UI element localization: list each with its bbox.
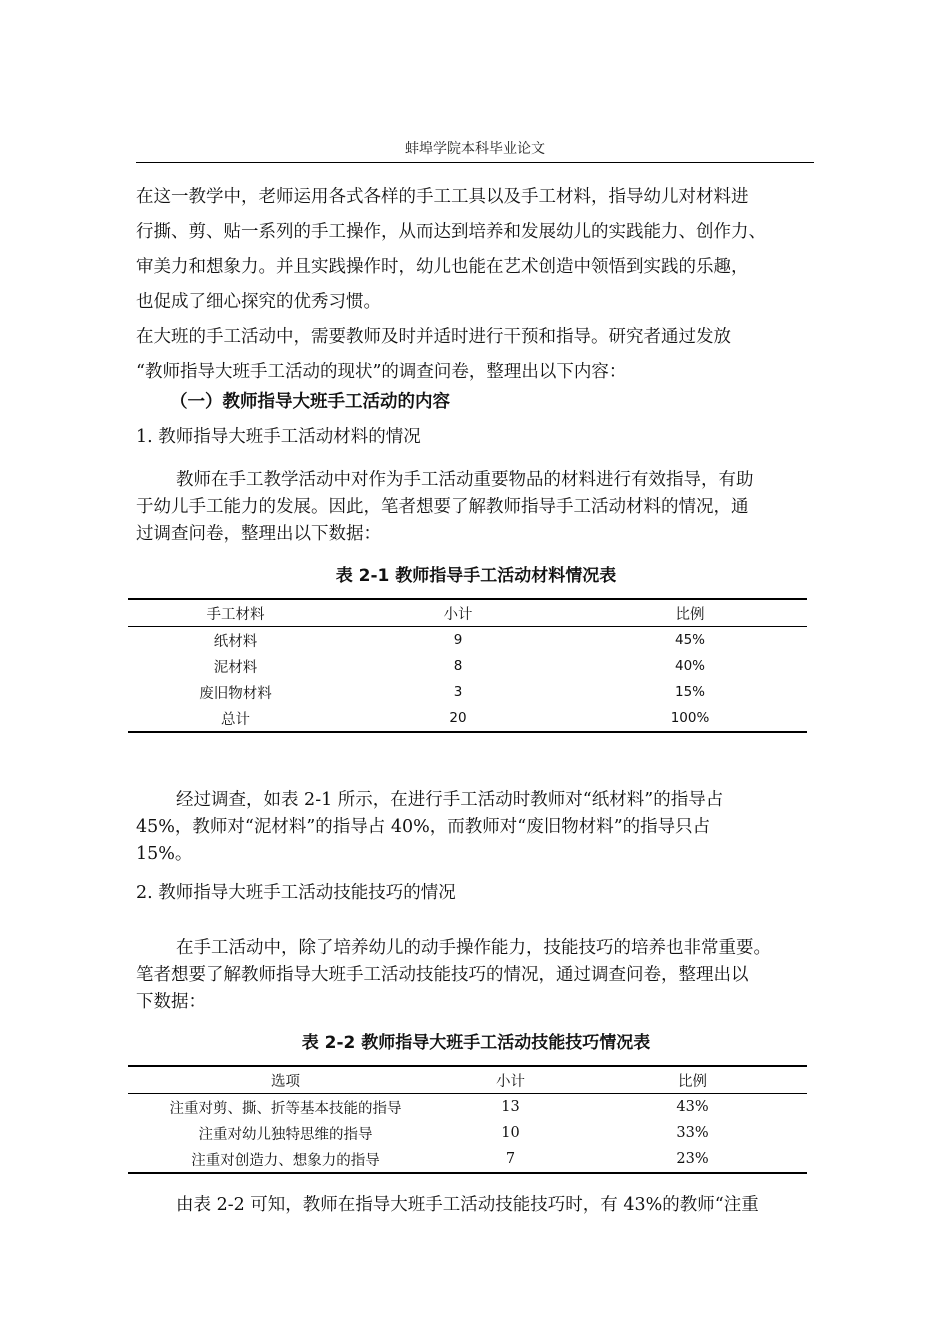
table-cell: 10 <box>501 1125 520 1141</box>
table-cell: 33% <box>676 1125 709 1141</box>
paragraph-line: 45%，教师对“泥材料”的指导占 40%，而教师对“废旧物材料”的指导只占 <box>136 817 711 837</box>
header-divider <box>136 162 814 163</box>
table-cell: 7 <box>505 1151 516 1167</box>
paragraph-line: 也促成了细心探究的优秀习惯。 <box>136 292 381 312</box>
table-cell: 纸材料 <box>213 633 258 650</box>
table-cell: 注重对剪、撕、折等基本技能的指导 <box>169 1100 402 1117</box>
subsection-heading: 1. 教师指导大班手工活动材料的情况 <box>136 427 421 447</box>
table-cell: 9 <box>453 632 463 648</box>
table-cell: 45% <box>674 632 705 648</box>
column-header: 比例 <box>675 606 705 623</box>
paragraph-line: 笔者想要了解教师指导大班手工活动技能技巧的情况，通过调查问卷，整理出以 <box>136 965 749 985</box>
page-header: 蚌埠学院本科毕业论文 <box>405 141 545 157</box>
table-cell: 注重对创造力、想象力的指导 <box>191 1152 380 1169</box>
table-row <box>128 1094 807 1121</box>
section-heading: （一）教师指导大班手工活动的内容 <box>170 392 450 412</box>
table-cell: 40% <box>674 658 705 674</box>
paragraph-line: 15%。 <box>136 844 193 864</box>
table-row <box>128 705 807 732</box>
table-header-row <box>128 1066 807 1094</box>
table-cell: 13 <box>501 1099 520 1115</box>
paragraph-line: 在手工活动中，除了培养幼儿的动手操作能力，技能技巧的培养也非常重要。 <box>176 938 771 958</box>
paragraph-line: 行撕、剪、贴一系列的手工操作，从而达到培养和发展幼儿的实践能力、创作力、 <box>136 222 766 242</box>
subsection-heading: 2. 教师指导大班手工活动技能技巧的情况 <box>136 883 456 903</box>
table2-caption: 表 2-2 教师指导大班手工活动技能技巧情况表 <box>301 1033 651 1053</box>
paragraph-line: 在这一教学中，老师运用各式各样的手工工具以及手工材料，指导幼儿对材料进 <box>136 187 749 207</box>
table1-caption: 表 2-1 教师指导手工活动材料情况表 <box>335 566 617 586</box>
table-materials <box>128 598 807 733</box>
table-row <box>128 679 807 705</box>
table-cell: 43% <box>676 1099 709 1115</box>
table-cell: 20 <box>449 710 467 726</box>
table-cell: 泥材料 <box>213 659 258 676</box>
paragraph-line: 下数据： <box>136 992 206 1012</box>
table-row <box>128 1120 807 1146</box>
paragraph-line: 在大班的手工活动中，需要教师及时并适时进行干预和指导。研究者通过发放 <box>136 327 731 347</box>
table-cell: 15% <box>674 684 705 700</box>
table-cell: 注重对幼儿独特思维的指导 <box>198 1126 373 1143</box>
table-header-row <box>128 599 807 627</box>
paragraph-line: 于幼儿手工能力的发展。因此，笔者想要了解教师指导手工活动材料的情况，通 <box>136 497 749 517</box>
paragraph-line: 教师在手工教学活动中对作为手工活动重要物品的材料进行有效指导，有助 <box>176 470 754 490</box>
table-row <box>128 627 807 654</box>
paragraph-line: 审美力和想象力。并且实践操作时，幼儿也能在艺术创造中领悟到实践的乐趣， <box>136 257 749 277</box>
paragraph-line: “教师指导大班手工活动的现状”的调查问卷，整理出以下内容： <box>136 362 627 382</box>
column-header: 比例 <box>678 1073 707 1090</box>
table-cell: 23% <box>676 1151 709 1167</box>
column-header: 手工材料 <box>206 606 265 623</box>
column-header: 小计 <box>496 1073 525 1090</box>
paragraph-line: 经过调查，如表 2-1 所示，在进行手工活动时教师对“纸材料”的指导占 <box>176 790 724 810</box>
paragraph-line: 过调查问卷，整理出以下数据： <box>136 524 381 544</box>
table-row <box>128 653 807 679</box>
column-header: 选项 <box>271 1073 300 1090</box>
paragraph-line: 由表 2-2 可知，教师在指导大班手工活动技能技巧时，有 43%的教师“注重 <box>176 1195 759 1215</box>
table-cell: 100% <box>670 710 710 726</box>
table-cell: 废旧物材料 <box>199 685 272 702</box>
column-header: 小计 <box>443 606 473 623</box>
table-cell: 8 <box>453 658 463 674</box>
table-cell: 总计 <box>221 711 250 728</box>
table-row <box>128 1146 807 1173</box>
table-skills <box>128 1065 807 1174</box>
table-cell: 3 <box>453 684 463 700</box>
